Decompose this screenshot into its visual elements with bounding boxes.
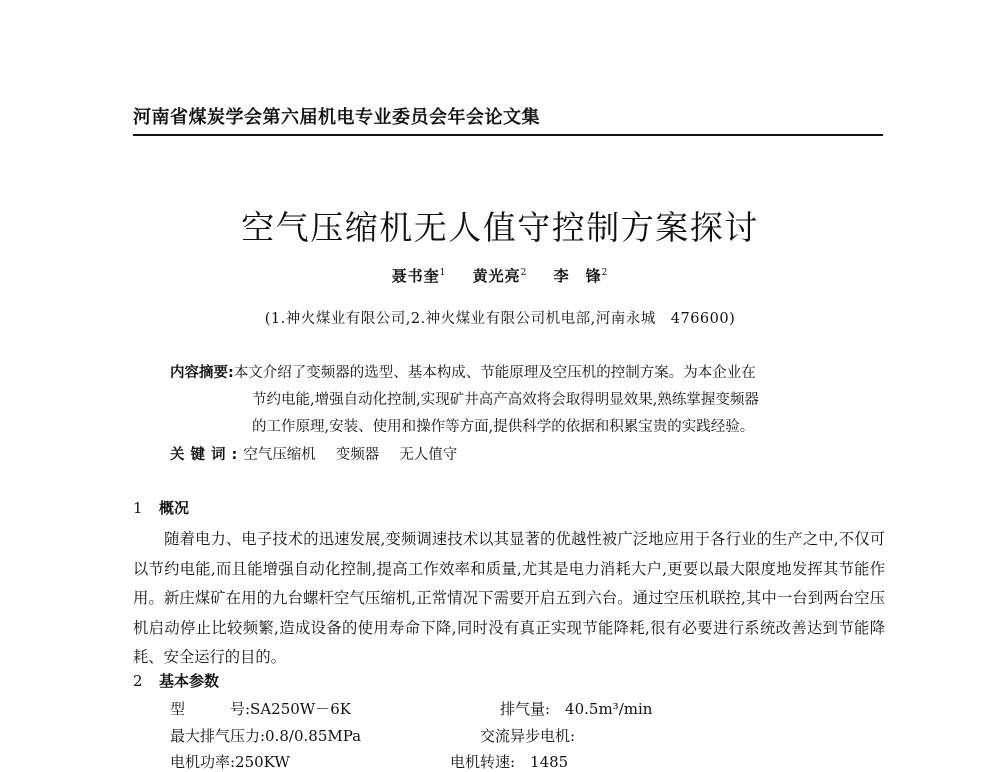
abstract-block bbox=[170, 360, 885, 441]
paper-title: 空气压缩机无人值守控制方案探讨 bbox=[241, 208, 759, 247]
parameter-row bbox=[170, 751, 569, 772]
author-name: 黄光亮 bbox=[472, 267, 521, 285]
abstract-line bbox=[170, 360, 885, 387]
parameter-left: 电机功率:250KW bbox=[170, 753, 290, 771]
affiliation-line: (1.神火煤业有限公司,2.神火煤业有限公司机电部,河南永城 476600) bbox=[264, 311, 736, 327]
parameter-right: 排气量: 40.5m³/min bbox=[500, 700, 653, 718]
parameter-left: 型 号:SA250W－6K bbox=[170, 700, 351, 718]
parameter-row bbox=[170, 698, 653, 719]
author-affiliation-mark: 2 bbox=[601, 268, 609, 278]
section-title: 基本参数 bbox=[159, 672, 220, 690]
keyword: 变频器 bbox=[335, 447, 380, 463]
abstract-line: 的工作原理,安装、使用和操作等方面,提供科学的依据和积累宝贵的实践经验。 bbox=[252, 419, 755, 435]
section-heading bbox=[133, 670, 219, 691]
parameter-left: 最大排气压力:0.8/0.85MPa bbox=[170, 727, 362, 745]
section-heading bbox=[133, 497, 189, 518]
author-affiliation-mark: 1 bbox=[439, 268, 447, 278]
author-name: 聂书奎 bbox=[391, 267, 440, 285]
keywords-label: 关键词: bbox=[170, 447, 244, 463]
section-number: 2 bbox=[133, 672, 143, 690]
abstract-line: 节约电能,增强自动化控制,实现矿井高产高效将会取得明显效果,熟练掌握变频器 bbox=[252, 392, 759, 408]
author-list bbox=[0, 265, 1000, 286]
author-affiliation-mark: 2 bbox=[520, 268, 528, 278]
parameter-right: 交流异步电机: bbox=[480, 727, 576, 745]
parameter-row bbox=[170, 725, 576, 746]
abstract-text: 本文介绍了变频器的选型、基本构成、节能原理及空压机的控制方案。为本企业在 bbox=[233, 365, 756, 381]
section-title: 概况 bbox=[159, 499, 190, 517]
parameter-right: 电机转速: 1485 bbox=[450, 753, 569, 771]
header-rule bbox=[133, 134, 883, 136]
section-number: 1 bbox=[133, 499, 143, 517]
keywords-line bbox=[170, 443, 477, 464]
author-name: 李 锋 bbox=[553, 267, 602, 285]
keyword: 空气压缩机 bbox=[243, 447, 316, 463]
paragraph-text: 随着电力、电子技术的迅速发展,变频调速技术以其显著的优越性被广泛地应用于各行业的生产之中,不仅可以节约电能,而且能增强自动化控制,提高工作效率和质量,尤其是电力消耗大户,更要以最大限度地发挥其节能作用。新庄煤矿在用的九台螺杆空气压缩机,正常情况下需要开启五到六台。通过空压机联控,其中一台到两台空压机启动停止比较频繁,造成设备的使用寿命下降,同时没有真正实现节能降耗,很有必要进行系统改善达到节能降耗、安全运行的目的。 bbox=[133, 530, 885, 666]
abstract-label: 内容摘要: bbox=[170, 365, 234, 381]
keyword: 无人值守 bbox=[399, 447, 458, 463]
body-paragraph bbox=[133, 525, 885, 673]
running-header: 河南省煤炭学会第六届机电专业委员会年会论文集 bbox=[133, 107, 540, 128]
